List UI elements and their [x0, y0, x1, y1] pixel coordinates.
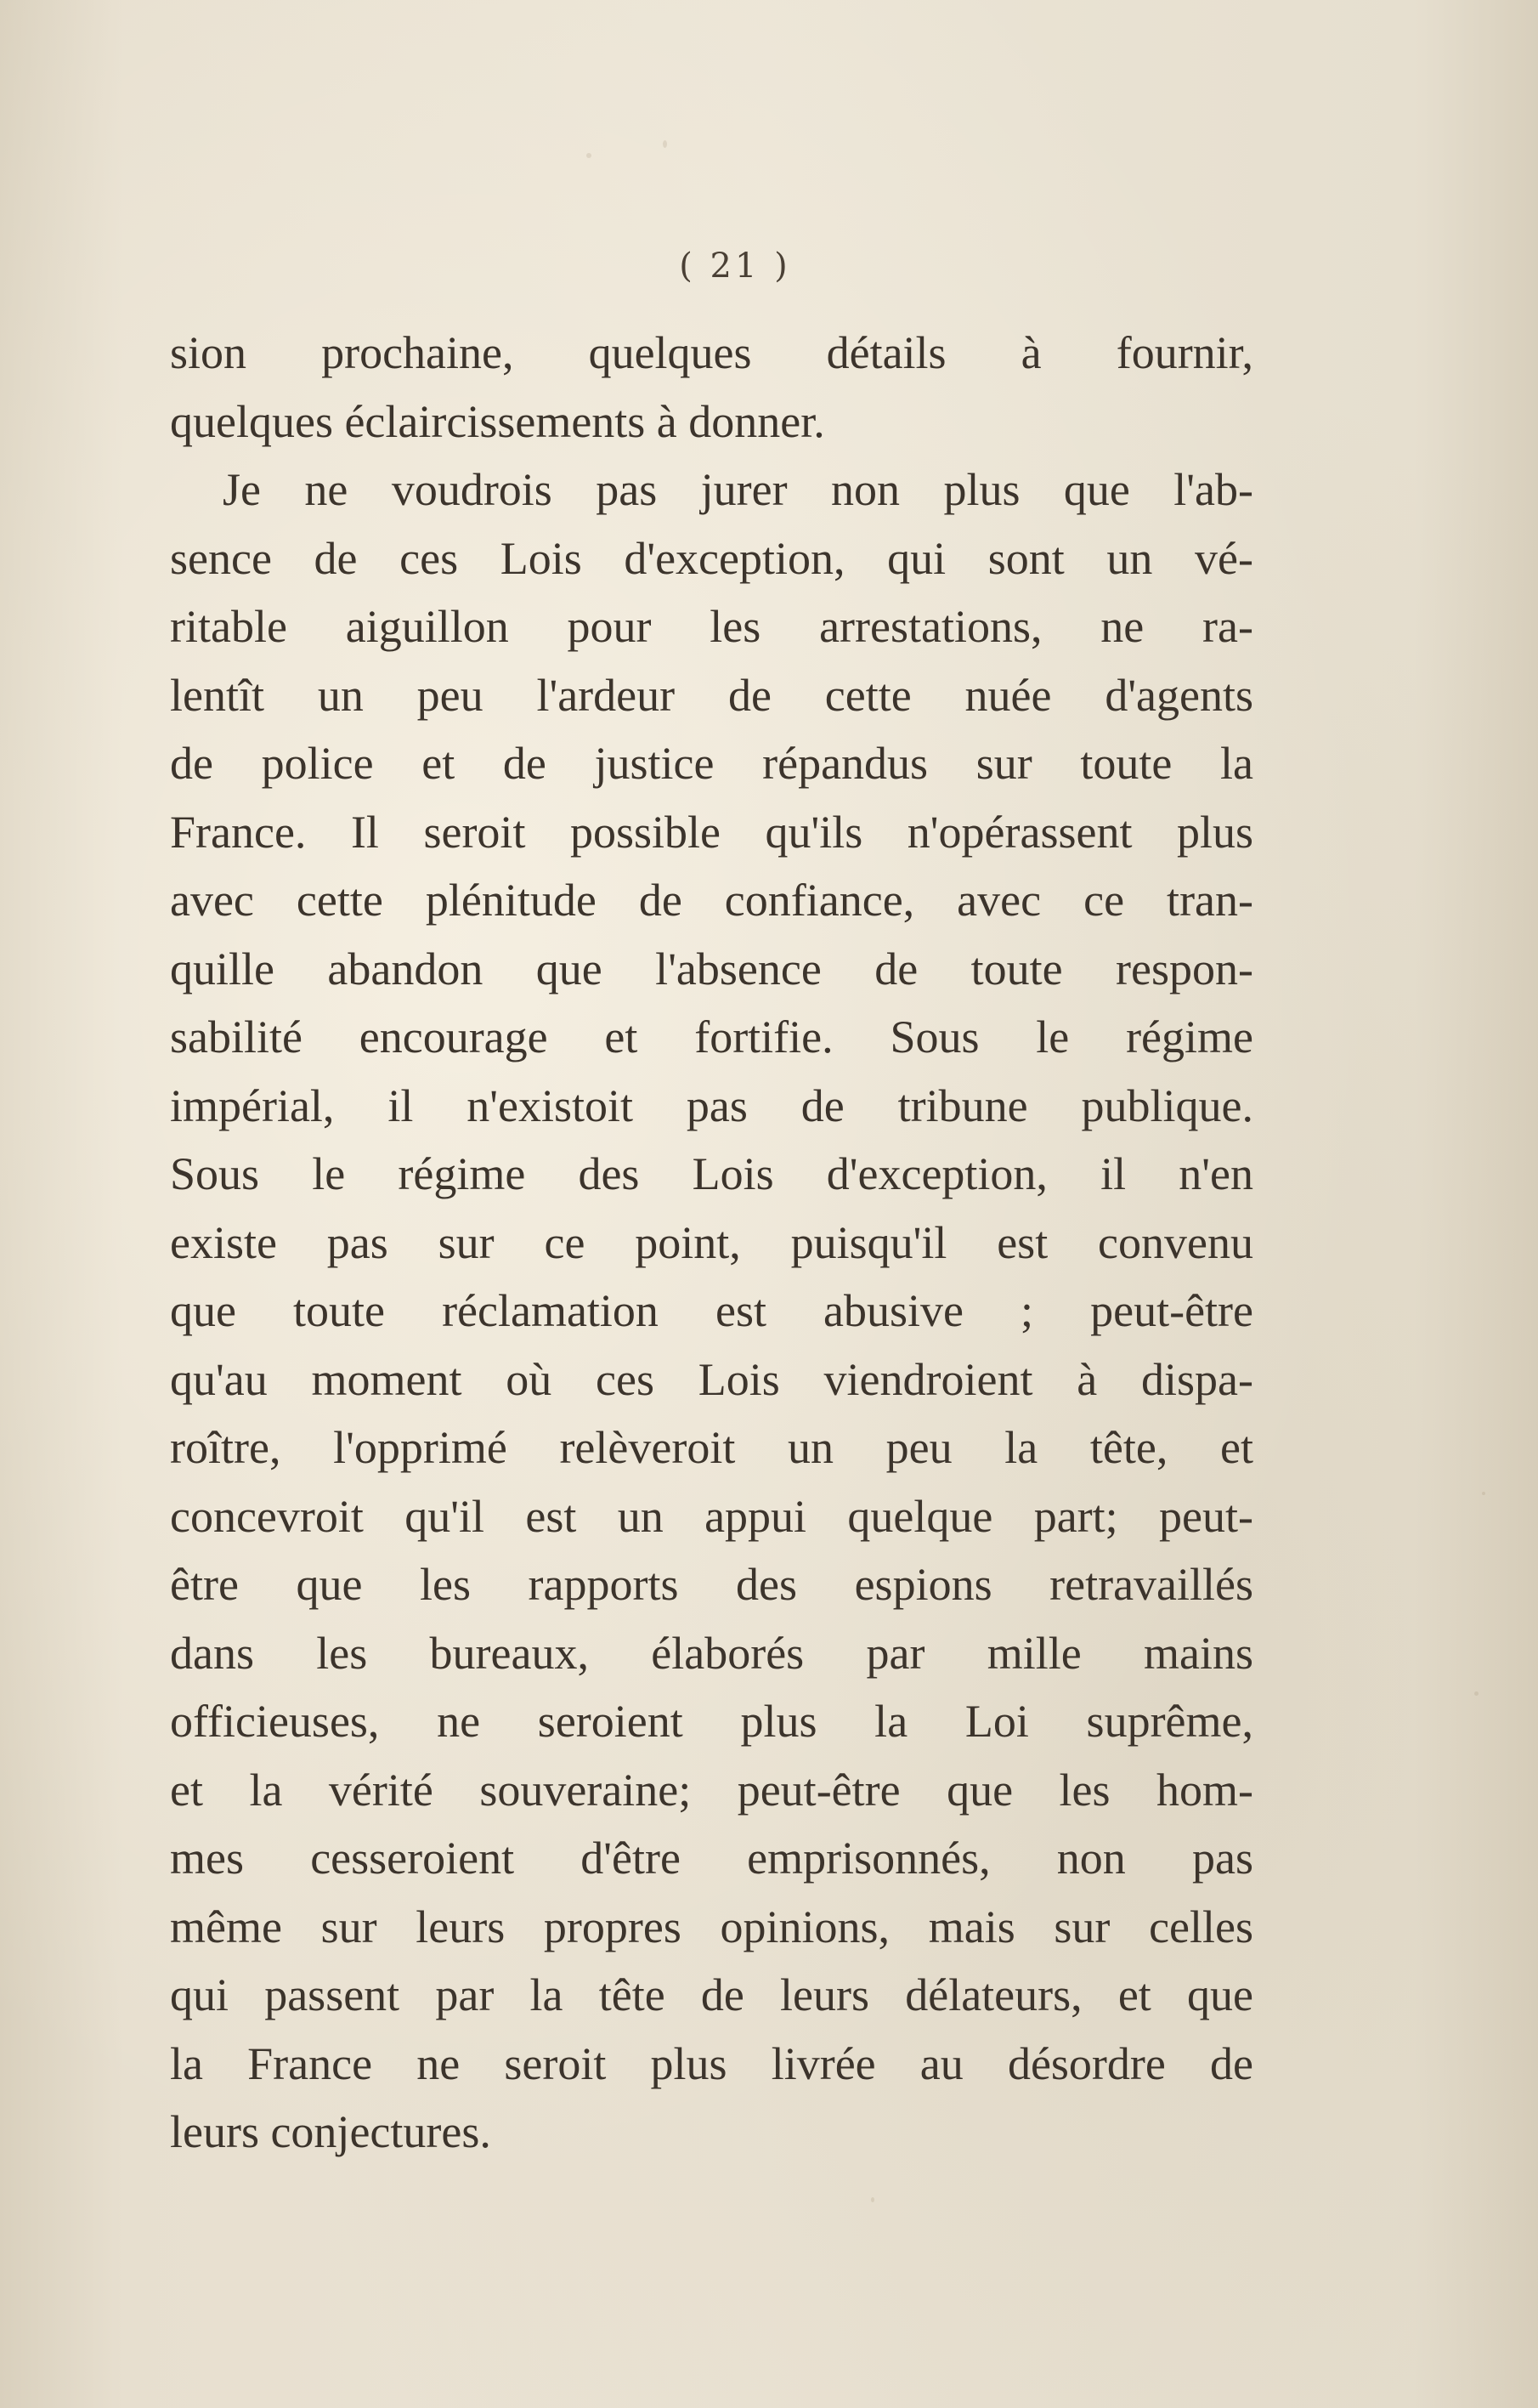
text-line: officieuses, ne seroient plus la Loi suprême,	[170, 1696, 1253, 1747]
paper-spot	[871, 2197, 874, 2202]
text-line: être que les rapports des espions retravaillés	[170, 1559, 1253, 1610]
text-line: quelques éclaircissements à donner.	[170, 395, 825, 447]
text-line: lentît un peu l'ardeur de cette nuée d'agents	[170, 669, 1253, 721]
paper-spot	[586, 153, 591, 158]
text-line: existe pas sur ce point, puisqu'il est convenu	[170, 1216, 1253, 1268]
body-text	[170, 319, 1253, 2167]
text-line: sion prochaine, quelques détails à fournir,	[170, 327, 1253, 378]
text-line: France. Il seroit possible qu'ils n'opérassent plus	[170, 806, 1253, 858]
text-line: avec cette plénitude de confiance, avec ce tran-	[170, 875, 1253, 926]
text-line: même sur leurs propres opinions, mais sur celles	[170, 1901, 1253, 1952]
text-line: Sous le régime des Lois d'exception, il n'en	[170, 1148, 1253, 1199]
text-line: qu'au moment où ces Lois viendroient à dispa-	[170, 1353, 1253, 1405]
text-line: qui passent par la tête de leurs délateurs, et que	[170, 1969, 1253, 2020]
text-line: sence de ces Lois d'exception, qui sont un vé-	[170, 532, 1253, 584]
paper-spot	[663, 140, 667, 148]
paper-spot	[1474, 1691, 1479, 1696]
text-line: impérial, il n'existoit pas de tribune publique.	[170, 1079, 1253, 1131]
text-line: concevroit qu'il est un appui quelque part; peut-	[170, 1490, 1253, 1542]
text-line: roître, l'opprimé relèveroit un peu la tête, et	[170, 1422, 1253, 1473]
text-line: sabilité encourage et fortifie. Sous le régime	[170, 1011, 1253, 1062]
text-line: Je ne voudrois pas jurer non plus que l'ab-	[223, 464, 1253, 515]
text-line: et la vérité souveraine; peut-être que les hom-	[170, 1764, 1253, 1816]
text-line: dans les bureaux, élaborés par mille mains	[170, 1627, 1253, 1679]
text-line: leurs conjectures.	[170, 2106, 491, 2157]
text-line: de police et de justice répandus sur toute la	[170, 738, 1253, 789]
text-line: mes cesseroient d'être emprisonnés, non pas	[170, 1833, 1253, 1884]
text-line: que toute réclamation est abusive ; peut-être	[170, 1285, 1253, 1336]
text-line: quille abandon que l'absence de toute respon-	[170, 943, 1253, 994]
text-line: la France ne seroit plus livrée au désordre de	[170, 2037, 1253, 2089]
paper-spot	[1482, 1492, 1485, 1495]
page-number: ( 21 )	[679, 246, 791, 286]
text-line: ritable aiguillon pour les arrestations, ne ra-	[170, 601, 1253, 652]
